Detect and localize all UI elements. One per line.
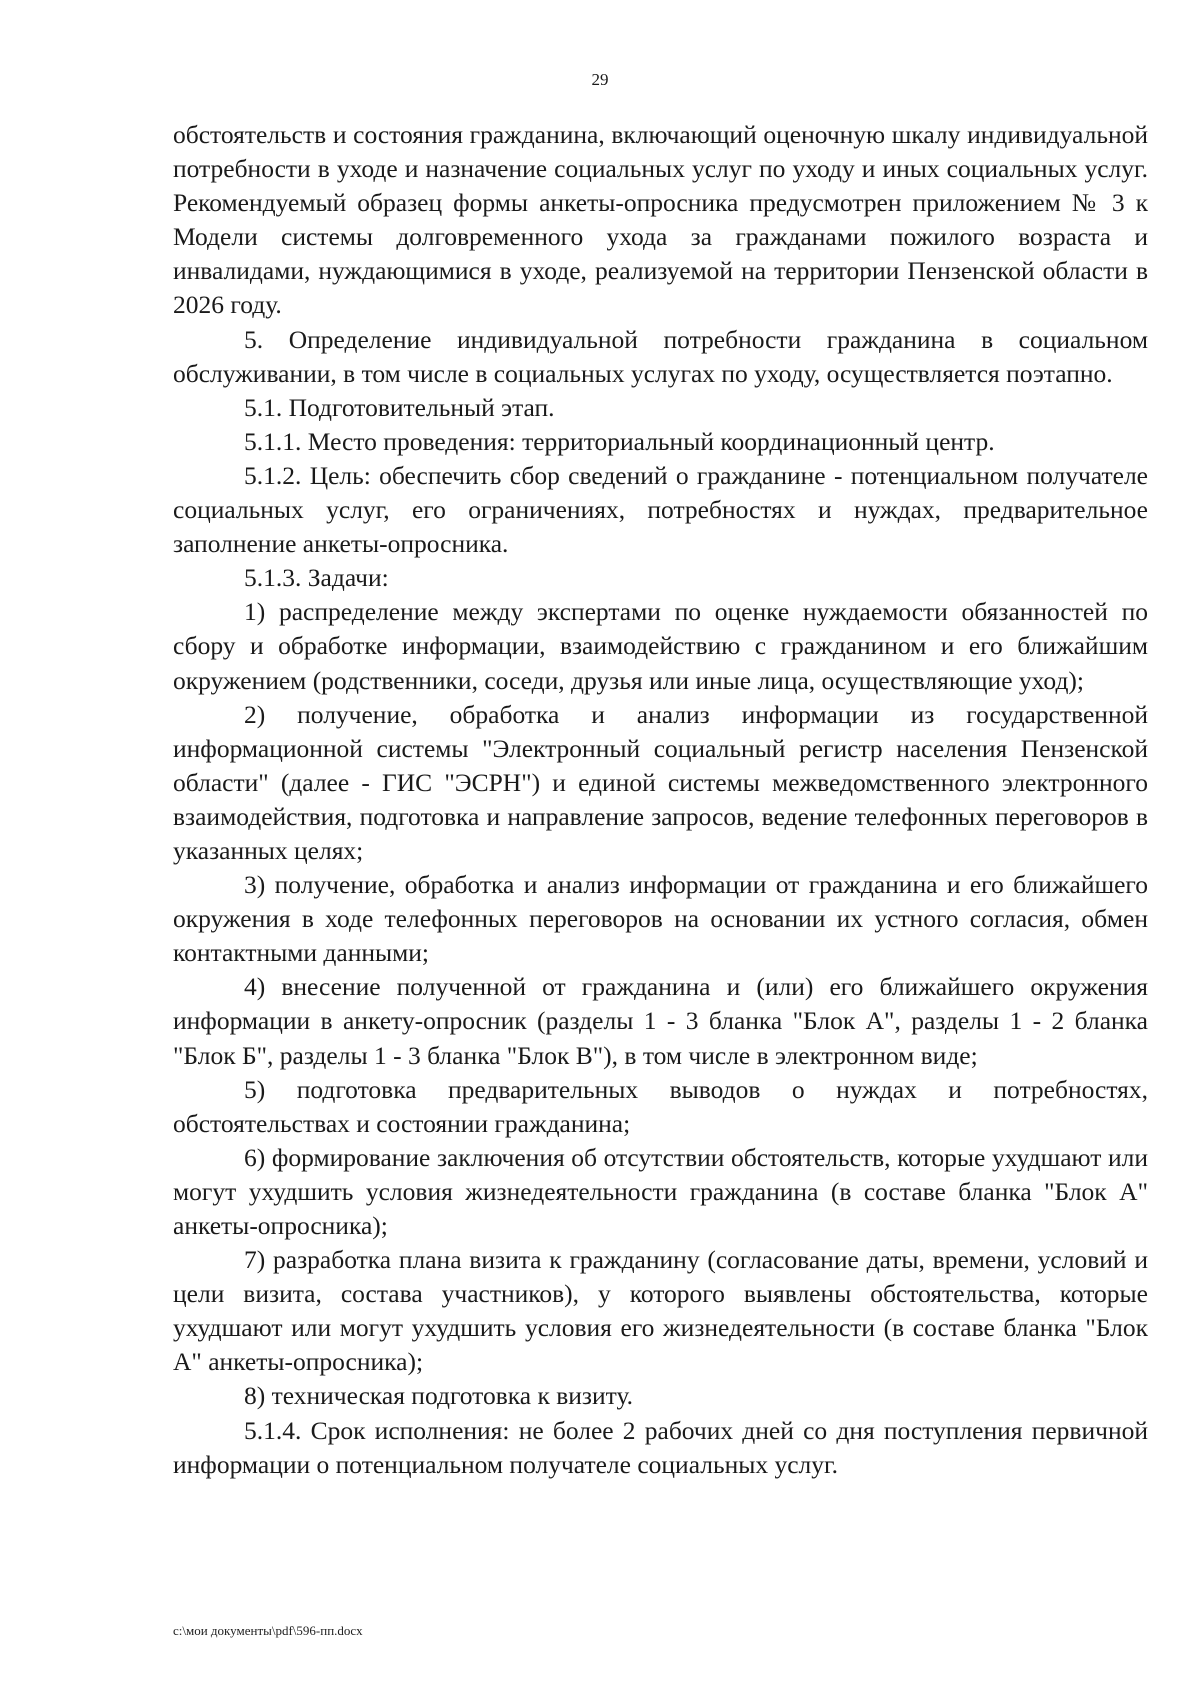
list-item-5: 5) подготовка предварительных выводов о нуждах и потребностях, обстоятельствах и состоянии гражданина; (173, 1074, 1148, 1138)
paragraph-5-1-1: 5.1.1. Место проведения: территориальный координационный центр. (244, 426, 995, 456)
list-item-3: 3) получение, обработка и анализ информации от гражданина и его ближайшего окружения в ходе телефонных переговоров на основании их устного согласия, обмен контактными данными; (173, 870, 1148, 968)
paragraph-5-1-2: 5.1.2. Цель: обеспечить сбор сведений о гражданине - потенциальном получателе социальных услуг, его ограничениях, потребностях и нуждах, предварительное заполнение анкеты-опросника. (173, 460, 1148, 559)
list-item-1: 1) распределение между экспертами по оценке нуждаемости обязанностей по сбору и обработке информации, взаимодействию с гражданином и его ближайшим окружением (родственники, соседи, друзья или иные лица, осуществляющие уход); (173, 597, 1148, 695)
paragraph-5-1-3: 5.1.3. Задачи: (244, 563, 389, 593)
paragraph-5-1-4: 5.1.4. Срок исполнения: не более 2 рабочих дней со дня поступления первичной информации о потенциальном получателе социальных услуг. (173, 1415, 1148, 1479)
list-item-6: 6) формирование заключения об отсутствии обстоятельств, которые ухудшают или могут ухудшить условия жизнедеятельности гражданина (в составе бланка "Блок А" анкеты-опросника); (173, 1142, 1148, 1240)
list-item-2: 2) получение, обработка и анализ информации из государственной информационной системы "Электронный социальный регистр населения Пензенской области" (далее - ГИС "ЭСРН") и единой системы межведомственного электронного взаимодействия, подготовка и направление запросов, ведение телефонных переговоров в указанных целях; (173, 699, 1148, 865)
list-item-4: 4) внесение полученной от гражданина и (или) его ближайшего окружения информации в анкету-опросник (разделы 1 - 3 бланка "Блок А", разделы 1 - 2 бланка "Блок Б", разделы 1 - 3 бланка "Блок В"), в том числе в электронном виде; (173, 972, 1148, 1070)
paragraph-section-5: 5. Определение индивидуальной потребности гражданина в социальном обслуживании, в том числе в социальных услугах по уходу, осуществляется поэтапно. (173, 324, 1148, 388)
list-item-7: 7) разработка плана визита к гражданину (согласование даты, времени, условий и цели визита, состава участников), у которого выявлены обстоятельства, которые ухудшают или могут ухудшить условия его жизнедеятельности (в составе бланка "Блок А" анкеты-опросника); (173, 1245, 1148, 1377)
document-body (173, 118, 1148, 1482)
page-number: 29 (591, 70, 609, 89)
paragraph-5-1: 5.1. Подготовительный этап. (244, 392, 555, 422)
list-item-8: 8) техническая подготовка к визиту. (244, 1381, 634, 1411)
footer-file-path: c:\мои документы\pdf\596-пп.docx (173, 1623, 363, 1638)
paragraph-continuation: обстоятельств и состояния гражданина, включающий оценочную шкалу индивидуальной потребности в уходе и назначение социальных услуг по уходу и иных социальных услуг. Рекомендуемый образец формы анкеты-опросника предусмотрен приложением № 3 к Модели системы долговременного ухода за гражданами пожилого возраста и инвалидами, нуждающимися в уходе, реализуемой на территории Пензенской области в 2026 году. (173, 120, 1148, 320)
